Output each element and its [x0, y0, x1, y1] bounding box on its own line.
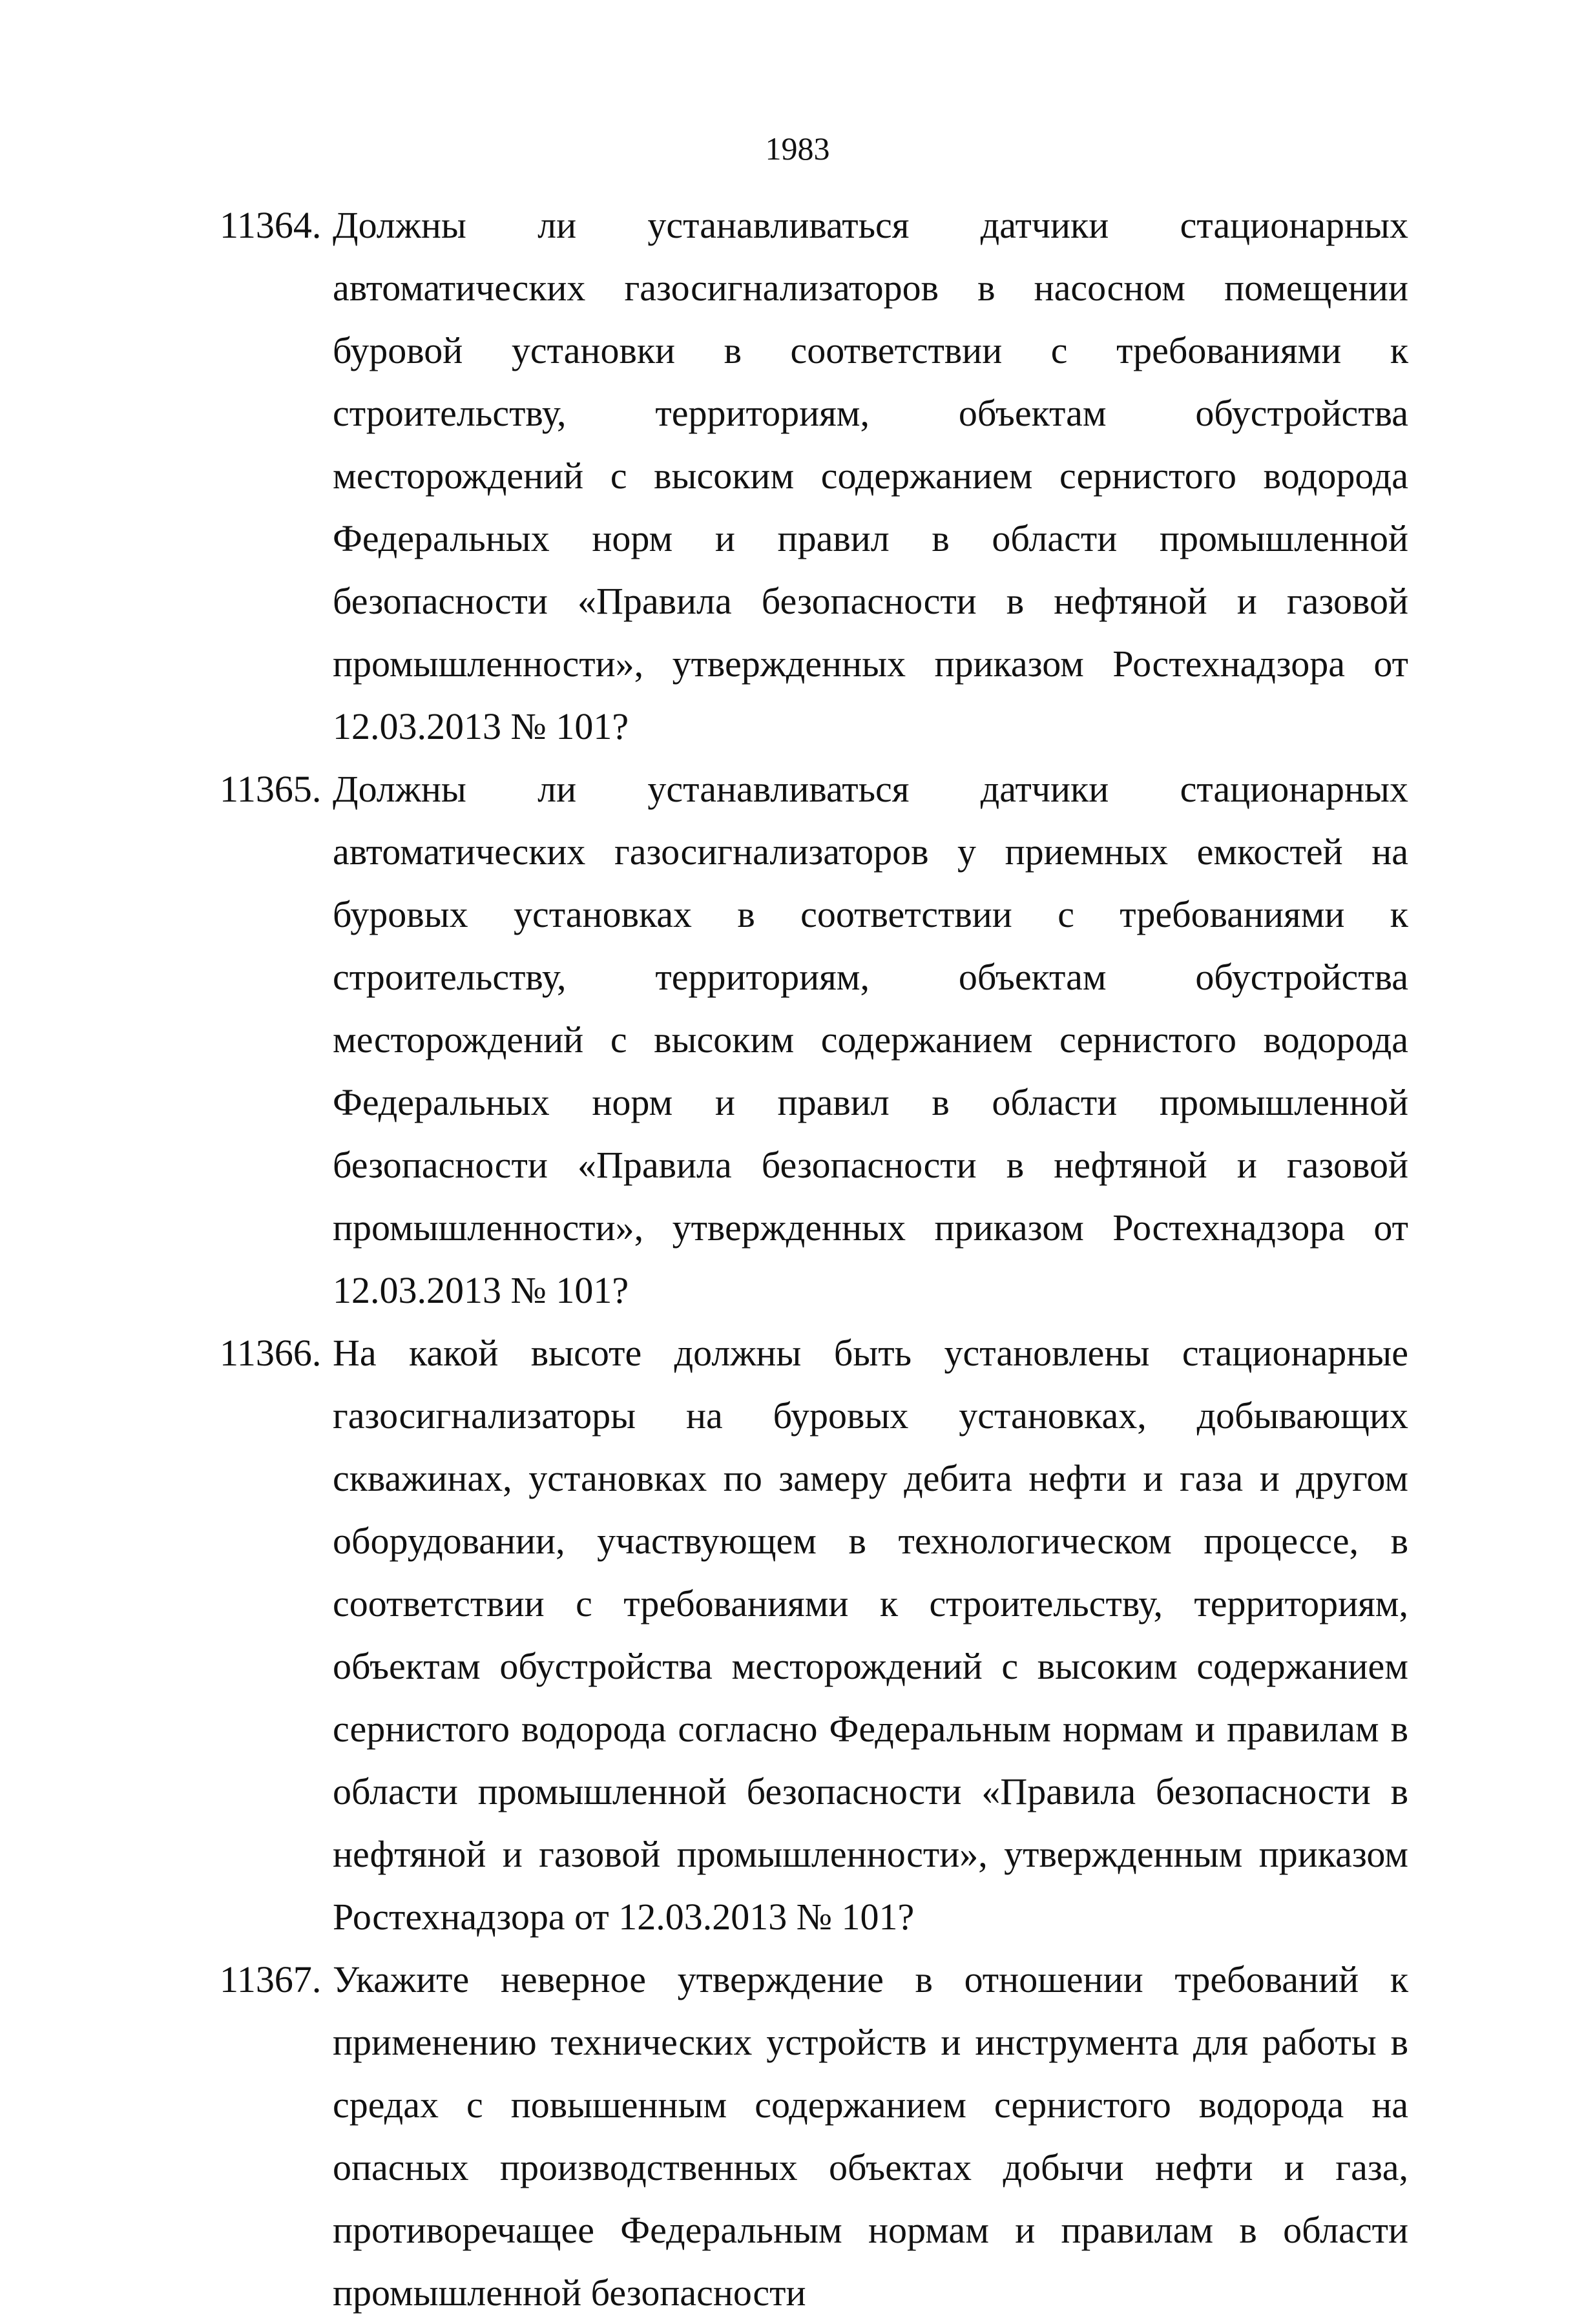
- questions: [220, 194, 1408, 2324]
- question-text: Должны ли устанавливаться датчики стационарных автоматических газосигнализаторов в насосном помещении буровой установки в соответствии с требованиями к строительству, территориям, объектам обустройства месторождений с высоким содержанием сернистого водорода Федеральных норм и правил в области промышленной безопасности «Правила безопасности в нефтяной и газовой промышленности», утвержденных приказом Ростехнадзора от 12.03.2013 № 101?: [333, 204, 1408, 747]
- question-number: 11364.: [220, 204, 322, 246]
- question-number: 11367.: [220, 1958, 322, 2000]
- question-number: 11366.: [220, 1332, 322, 1374]
- question-11367: [220, 1948, 1408, 2324]
- question-text: Укажите неверное утверждение в отношении требований к применению технических устройств и инструмента для работы в средах с повышенным содержанием сернистого водорода на опасных производственных объектах добычи нефти и газа, противоречащее Федеральным нормам и правилам в области промышленной безопасности: [333, 1958, 1408, 2314]
- question-number: 11365.: [220, 768, 322, 810]
- question-11364: [220, 194, 1408, 758]
- question-11365: [220, 758, 1408, 1322]
- question-text: На какой высоте должны быть установлены стационарные газосигнализаторы на буровых установках, добывающих скважинах, установках по замеру дебита нефти и газа и другом оборудовании, участвующем в технологическом процессе, в соответствии с требованиями к строительству, территориям, объектам обустройства месторождений с высоким содержанием сернистого водорода согласно Федеральным нормам и правилам в области промышленной безопасности «Правила безопасности в нефтяной и газовой промышленности», утвержденным приказом Ростехнадзора от 12.03.2013 № 101?: [333, 1332, 1408, 1938]
- page-number: 1983: [765, 130, 830, 167]
- question-11366: [220, 1322, 1408, 1948]
- question-text: Должны ли устанавливаться датчики стационарных автоматических газосигнализаторов у приемных емкостей на буровых установках в соответствии с требованиями к строительству, территориям, объектам обустройства месторождений с высоким содержанием сернистого водорода Федеральных норм и правил в области промышленной безопасности «Правила безопасности в нефтяной и газовой промышленности», утвержденных приказом Ростехнадзора от 12.03.2013 № 101?: [333, 768, 1408, 1311]
